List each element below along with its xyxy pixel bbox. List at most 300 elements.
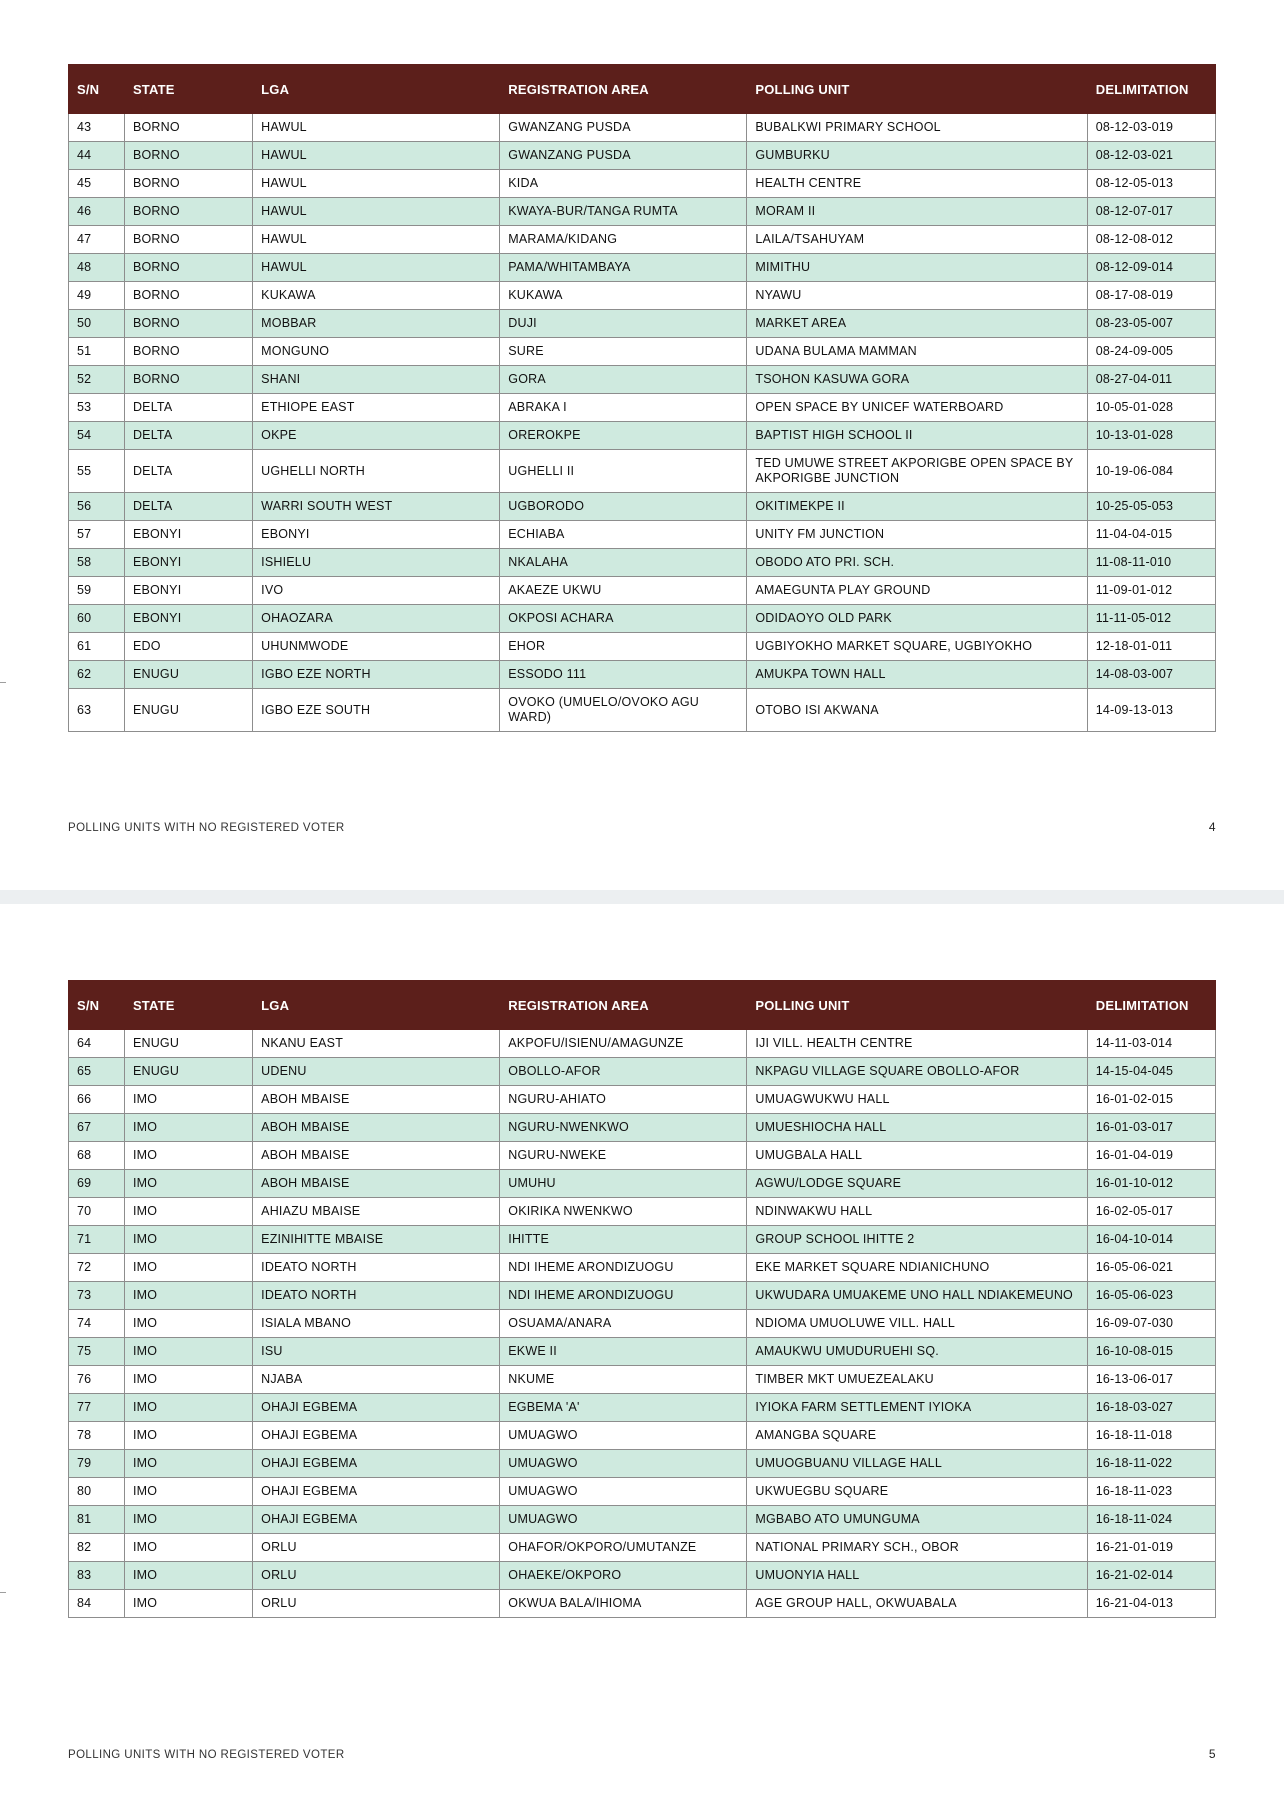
column-header-polling-unit: POLLING UNIT <box>747 65 1087 114</box>
cell-lga: OHAJI EGBEMA <box>253 1422 500 1450</box>
cell-lga: UHUNMWODE <box>253 633 500 661</box>
cell-state: BORNO <box>124 282 252 310</box>
cell-sn: 54 <box>69 422 125 450</box>
table-row <box>69 1282 1216 1310</box>
cell-sn: 79 <box>69 1450 125 1478</box>
cell-delimitation: 11-04-04-015 <box>1087 521 1215 549</box>
cell-registration-area: ECHIABA <box>500 521 747 549</box>
cell-delimitation: 16-09-07-030 <box>1087 1310 1215 1338</box>
cell-state: BORNO <box>124 198 252 226</box>
cell-lga: IDEATO NORTH <box>253 1254 500 1282</box>
cell-registration-area: NGURU-AHIATO <box>500 1086 747 1114</box>
cell-polling-unit: GROUP SCHOOL IHITTE 2 <box>747 1226 1087 1254</box>
table-row <box>69 493 1216 521</box>
cell-sn: 56 <box>69 493 125 521</box>
cell-state: IMO <box>124 1506 252 1534</box>
cell-polling-unit: NDIOMA UMUOLUWE VILL. HALL <box>747 1310 1087 1338</box>
page-edge-mark <box>0 682 6 683</box>
cell-sn: 80 <box>69 1478 125 1506</box>
cell-lga: ISHIELU <box>253 549 500 577</box>
cell-polling-unit: OKITIMEKPE II <box>747 493 1087 521</box>
cell-state: BORNO <box>124 254 252 282</box>
table-row <box>69 310 1216 338</box>
table-body-page-5 <box>69 1030 1216 1618</box>
cell-polling-unit: GUMBURKU <box>747 142 1087 170</box>
cell-lga: HAWUL <box>253 254 500 282</box>
cell-registration-area: UMUHU <box>500 1170 747 1198</box>
cell-polling-unit: IYIOKA FARM SETTLEMENT IYIOKA <box>747 1394 1087 1422</box>
cell-lga: HAWUL <box>253 226 500 254</box>
cell-sn: 77 <box>69 1394 125 1422</box>
cell-lga: OHAJI EGBEMA <box>253 1478 500 1506</box>
cell-delimitation: 16-13-06-017 <box>1087 1366 1215 1394</box>
footer-note: POLLING UNITS WITH NO REGISTERED VOTER <box>68 1749 345 1761</box>
cell-polling-unit: UMUGBALA HALL <box>747 1142 1087 1170</box>
cell-state: IMO <box>124 1226 252 1254</box>
cell-registration-area: KIDA <box>500 170 747 198</box>
table-row <box>69 1562 1216 1590</box>
cell-lga: HAWUL <box>253 142 500 170</box>
cell-state: IMO <box>124 1142 252 1170</box>
cell-registration-area: KUKAWA <box>500 282 747 310</box>
cell-lga: ETHIOPE EAST <box>253 394 500 422</box>
cell-delimitation: 16-21-02-014 <box>1087 1562 1215 1590</box>
column-header-delimitation: DELIMITATION <box>1087 65 1215 114</box>
cell-lga: NKANU EAST <box>253 1030 500 1058</box>
column-header-registration-area: REGISTRATION AREA <box>500 65 747 114</box>
cell-sn: 61 <box>69 633 125 661</box>
cell-registration-area: OKIRIKA NWENKWO <box>500 1198 747 1226</box>
cell-polling-unit: OTOBO ISI AKWANA <box>747 689 1087 732</box>
cell-polling-unit: UNITY FM JUNCTION <box>747 521 1087 549</box>
page-number: 4 <box>1208 820 1216 834</box>
cell-lga: ISU <box>253 1338 500 1366</box>
table-row <box>69 422 1216 450</box>
cell-delimitation: 08-12-05-013 <box>1087 170 1215 198</box>
cell-lga: AHIAZU MBAISE <box>253 1198 500 1226</box>
table-row <box>69 661 1216 689</box>
table-row <box>69 198 1216 226</box>
cell-state: EBONYI <box>124 577 252 605</box>
cell-lga: EBONYI <box>253 521 500 549</box>
cell-polling-unit: BUBALKWI PRIMARY SCHOOL <box>747 114 1087 142</box>
cell-state: EBONYI <box>124 605 252 633</box>
table-row <box>69 1030 1216 1058</box>
cell-sn: 52 <box>69 366 125 394</box>
cell-delimitation: 16-01-04-019 <box>1087 1142 1215 1170</box>
cell-polling-unit: LAILA/TSAHUYAM <box>747 226 1087 254</box>
cell-delimitation: 08-12-08-012 <box>1087 226 1215 254</box>
cell-polling-unit: HEALTH CENTRE <box>747 170 1087 198</box>
cell-delimitation: 16-18-11-024 <box>1087 1506 1215 1534</box>
column-header-lga: LGA <box>253 981 500 1030</box>
cell-state: EBONYI <box>124 521 252 549</box>
table-body-page-4 <box>69 114 1216 732</box>
cell-registration-area: UMUAGWO <box>500 1506 747 1534</box>
cell-sn: 50 <box>69 310 125 338</box>
cell-registration-area: ESSODO 111 <box>500 661 747 689</box>
cell-delimitation: 14-11-03-014 <box>1087 1030 1215 1058</box>
cell-delimitation: 08-12-03-021 <box>1087 142 1215 170</box>
table-row <box>69 1590 1216 1618</box>
cell-delimitation: 11-08-11-010 <box>1087 549 1215 577</box>
cell-lga: OHAOZARA <box>253 605 500 633</box>
cell-sn: 48 <box>69 254 125 282</box>
cell-lga: SHANI <box>253 366 500 394</box>
cell-polling-unit: TSOHON KASUWA GORA <box>747 366 1087 394</box>
cell-sn: 45 <box>69 170 125 198</box>
cell-state: IMO <box>124 1198 252 1226</box>
cell-sn: 81 <box>69 1506 125 1534</box>
polling-unit-table-container-page-4 <box>68 0 1216 732</box>
table-row <box>69 689 1216 732</box>
cell-polling-unit: AMUKPA TOWN HALL <box>747 661 1087 689</box>
cell-delimitation: 16-04-10-014 <box>1087 1226 1215 1254</box>
column-header-state: STATE <box>124 65 252 114</box>
cell-state: BORNO <box>124 226 252 254</box>
cell-state: DELTA <box>124 493 252 521</box>
cell-state: ENUGU <box>124 1058 252 1086</box>
cell-registration-area: SURE <box>500 338 747 366</box>
cell-registration-area: NGURU-NWENKWO <box>500 1114 747 1142</box>
cell-polling-unit: MARKET AREA <box>747 310 1087 338</box>
cell-lga: IGBO EZE NORTH <box>253 661 500 689</box>
cell-registration-area: OHAFOR/OKPORO/UMUTANZE <box>500 1534 747 1562</box>
cell-delimitation: 16-18-11-022 <box>1087 1450 1215 1478</box>
cell-sn: 65 <box>69 1058 125 1086</box>
cell-polling-unit: UGBIYOKHO MARKET SQUARE, UGBIYOKHO <box>747 633 1087 661</box>
cell-registration-area: OSUAMA/ANARA <box>500 1310 747 1338</box>
cell-sn: 75 <box>69 1338 125 1366</box>
cell-lga: IDEATO NORTH <box>253 1282 500 1310</box>
cell-polling-unit: AMANGBA SQUARE <box>747 1422 1087 1450</box>
table-row <box>69 450 1216 493</box>
cell-sn: 84 <box>69 1590 125 1618</box>
cell-polling-unit: AMAUKWU UMUDURUEHI SQ. <box>747 1338 1087 1366</box>
table-row <box>69 226 1216 254</box>
cell-lga: ABOH MBAISE <box>253 1170 500 1198</box>
cell-polling-unit: UMUESHIOCHA HALL <box>747 1114 1087 1142</box>
cell-sn: 55 <box>69 450 125 493</box>
cell-registration-area: UGHELLI II <box>500 450 747 493</box>
cell-state: IMO <box>124 1114 252 1142</box>
cell-polling-unit: OBODO ATO PRI. SCH. <box>747 549 1087 577</box>
cell-delimitation: 08-24-09-005 <box>1087 338 1215 366</box>
cell-delimitation: 16-21-01-019 <box>1087 1534 1215 1562</box>
cell-delimitation: 16-01-10-012 <box>1087 1170 1215 1198</box>
cell-polling-unit: MIMITHU <box>747 254 1087 282</box>
cell-delimitation: 11-09-01-012 <box>1087 577 1215 605</box>
polling-unit-table <box>68 980 1216 1618</box>
cell-lga: EZINIHITTE MBAISE <box>253 1226 500 1254</box>
cell-delimitation: 14-15-04-045 <box>1087 1058 1215 1086</box>
cell-polling-unit: TIMBER MKT UMUEZEALAKU <box>747 1366 1087 1394</box>
cell-state: BORNO <box>124 338 252 366</box>
cell-sn: 44 <box>69 142 125 170</box>
cell-delimitation: 16-05-06-021 <box>1087 1254 1215 1282</box>
cell-delimitation: 11-11-05-012 <box>1087 605 1215 633</box>
cell-state: DELTA <box>124 394 252 422</box>
table-row <box>69 1114 1216 1142</box>
cell-lga: ORLU <box>253 1534 500 1562</box>
cell-polling-unit: ODIDAOYO OLD PARK <box>747 605 1087 633</box>
cell-delimitation: 16-21-04-013 <box>1087 1590 1215 1618</box>
cell-sn: 63 <box>69 689 125 732</box>
cell-registration-area: IHITTE <box>500 1226 747 1254</box>
cell-sn: 71 <box>69 1226 125 1254</box>
cell-delimitation: 10-13-01-028 <box>1087 422 1215 450</box>
cell-sn: 67 <box>69 1114 125 1142</box>
cell-polling-unit: MGBABO ATO UMUNGUMA <box>747 1506 1087 1534</box>
cell-registration-area: OBOLLO-AFOR <box>500 1058 747 1086</box>
table-row <box>69 1310 1216 1338</box>
cell-lga: ABOH MBAISE <box>253 1086 500 1114</box>
cell-registration-area: UGBORODO <box>500 493 747 521</box>
cell-state: IMO <box>124 1450 252 1478</box>
cell-sn: 43 <box>69 114 125 142</box>
table-row <box>69 1198 1216 1226</box>
cell-lga: ABOH MBAISE <box>253 1114 500 1142</box>
cell-lga: ABOH MBAISE <box>253 1142 500 1170</box>
cell-sn: 83 <box>69 1562 125 1590</box>
page-number: 5 <box>1208 1747 1216 1761</box>
cell-state: ENUGU <box>124 661 252 689</box>
cell-state: IMO <box>124 1086 252 1114</box>
cell-polling-unit: UMUOGBUANU VILLAGE HALL <box>747 1450 1087 1478</box>
cell-state: IMO <box>124 1254 252 1282</box>
cell-registration-area: OREROKPE <box>500 422 747 450</box>
cell-polling-unit: MORAM II <box>747 198 1087 226</box>
table-row <box>69 114 1216 142</box>
cell-delimitation: 08-12-09-014 <box>1087 254 1215 282</box>
cell-registration-area: OKWUA BALA/IHIOMA <box>500 1590 747 1618</box>
cell-sn: 46 <box>69 198 125 226</box>
cell-delimitation: 16-18-11-018 <box>1087 1422 1215 1450</box>
cell-lga: OHAJI EGBEMA <box>253 1394 500 1422</box>
cell-sn: 82 <box>69 1534 125 1562</box>
cell-state: IMO <box>124 1310 252 1338</box>
cell-lga: UGHELLI NORTH <box>253 450 500 493</box>
cell-delimitation: 12-18-01-011 <box>1087 633 1215 661</box>
cell-lga: MONGUNO <box>253 338 500 366</box>
table-row <box>69 1058 1216 1086</box>
cell-registration-area: UMUAGWO <box>500 1478 747 1506</box>
cell-polling-unit: OPEN SPACE BY UNICEF WATERBOARD <box>747 394 1087 422</box>
cell-registration-area: GORA <box>500 366 747 394</box>
cell-registration-area: KWAYA-BUR/TANGA RUMTA <box>500 198 747 226</box>
cell-registration-area: UMUAGWO <box>500 1422 747 1450</box>
table-row <box>69 1478 1216 1506</box>
cell-polling-unit: NKPAGU VILLAGE SQUARE OBOLLO-AFOR <box>747 1058 1087 1086</box>
cell-polling-unit: UKWUEGBU SQUARE <box>747 1478 1087 1506</box>
cell-state: EBONYI <box>124 549 252 577</box>
cell-sn: 58 <box>69 549 125 577</box>
cell-state: ENUGU <box>124 1030 252 1058</box>
cell-lga: HAWUL <box>253 198 500 226</box>
cell-lga: NJABA <box>253 1366 500 1394</box>
cell-registration-area: AKAEZE UKWU <box>500 577 747 605</box>
cell-polling-unit: AGE GROUP HALL, OKWUABALA <box>747 1590 1087 1618</box>
table-row <box>69 1450 1216 1478</box>
cell-sn: 74 <box>69 1310 125 1338</box>
cell-lga: OKPE <box>253 422 500 450</box>
cell-lga: OHAJI EGBEMA <box>253 1450 500 1478</box>
cell-lga: ORLU <box>253 1590 500 1618</box>
cell-state: IMO <box>124 1394 252 1422</box>
cell-state: EDO <box>124 633 252 661</box>
cell-sn: 57 <box>69 521 125 549</box>
table-row <box>69 254 1216 282</box>
table-row <box>69 1254 1216 1282</box>
cell-polling-unit: BAPTIST HIGH SCHOOL II <box>747 422 1087 450</box>
cell-state: IMO <box>124 1282 252 1310</box>
cell-lga: IVO <box>253 577 500 605</box>
table-header-row <box>69 65 1216 114</box>
cell-delimitation: 08-17-08-019 <box>1087 282 1215 310</box>
cell-state: ENUGU <box>124 689 252 732</box>
cell-state: BORNO <box>124 114 252 142</box>
cell-state: IMO <box>124 1338 252 1366</box>
cell-lga: ISIALA MBANO <box>253 1310 500 1338</box>
cell-sn: 78 <box>69 1422 125 1450</box>
cell-state: IMO <box>124 1590 252 1618</box>
cell-polling-unit: UMUAGWUKWU HALL <box>747 1086 1087 1114</box>
cell-registration-area: DUJI <box>500 310 747 338</box>
cell-registration-area: OKPOSI ACHARA <box>500 605 747 633</box>
column-header-sn: S/N <box>69 981 125 1030</box>
table-row <box>69 577 1216 605</box>
cell-delimitation: 10-25-05-053 <box>1087 493 1215 521</box>
cell-registration-area: GWANZANG PUSDA <box>500 114 747 142</box>
cell-registration-area: EKWE II <box>500 1338 747 1366</box>
column-header-state: STATE <box>124 981 252 1030</box>
cell-registration-area: NKALAHA <box>500 549 747 577</box>
cell-sn: 62 <box>69 661 125 689</box>
cell-polling-unit: AMAEGUNTA PLAY GROUND <box>747 577 1087 605</box>
cell-lga: HAWUL <box>253 170 500 198</box>
cell-registration-area: EGBEMA 'A' <box>500 1394 747 1422</box>
cell-state: BORNO <box>124 170 252 198</box>
cell-registration-area: UMUAGWO <box>500 1450 747 1478</box>
cell-state: IMO <box>124 1562 252 1590</box>
cell-sn: 72 <box>69 1254 125 1282</box>
cell-registration-area: MARAMA/KIDANG <box>500 226 747 254</box>
table-row <box>69 142 1216 170</box>
cell-registration-area: NKUME <box>500 1366 747 1394</box>
cell-polling-unit: NDINWAKWU HALL <box>747 1198 1087 1226</box>
cell-state: BORNO <box>124 142 252 170</box>
cell-polling-unit: TED UMUWE STREET AKPORIGBE OPEN SPACE BY AKPORIGBE JUNCTION <box>747 450 1087 493</box>
table-row <box>69 338 1216 366</box>
table-row <box>69 521 1216 549</box>
cell-delimitation: 16-01-02-015 <box>1087 1086 1215 1114</box>
cell-sn: 59 <box>69 577 125 605</box>
cell-delimitation: 08-12-07-017 <box>1087 198 1215 226</box>
table-row <box>69 633 1216 661</box>
cell-sn: 76 <box>69 1366 125 1394</box>
table-row <box>69 1226 1216 1254</box>
page-footer <box>68 1747 1216 1761</box>
cell-registration-area: ABRAKA I <box>500 394 747 422</box>
cell-delimitation: 10-05-01-028 <box>1087 394 1215 422</box>
cell-polling-unit: UKWUDARA UMUAKEME UNO HALL NDIAKEMEUNO <box>747 1282 1087 1310</box>
cell-state: BORNO <box>124 366 252 394</box>
cell-sn: 53 <box>69 394 125 422</box>
table-row <box>69 394 1216 422</box>
table-row <box>69 1338 1216 1366</box>
cell-delimitation: 16-18-03-027 <box>1087 1394 1215 1422</box>
cell-registration-area: EHOR <box>500 633 747 661</box>
cell-lga: UDENU <box>253 1058 500 1086</box>
cell-state: IMO <box>124 1534 252 1562</box>
cell-state: DELTA <box>124 450 252 493</box>
cell-delimitation: 16-05-06-023 <box>1087 1282 1215 1310</box>
table-row <box>69 1534 1216 1562</box>
column-header-registration-area: REGISTRATION AREA <box>500 981 747 1030</box>
page-edge-mark <box>0 1592 6 1593</box>
table-header-row <box>69 981 1216 1030</box>
cell-state: BORNO <box>124 310 252 338</box>
table-row <box>69 549 1216 577</box>
cell-registration-area: PAMA/WHITAMBAYA <box>500 254 747 282</box>
table-row <box>69 1086 1216 1114</box>
cell-registration-area: GWANZANG PUSDA <box>500 142 747 170</box>
cell-delimitation: 08-27-04-011 <box>1087 366 1215 394</box>
cell-sn: 51 <box>69 338 125 366</box>
cell-state: IMO <box>124 1170 252 1198</box>
cell-polling-unit: AGWU/LODGE SQUARE <box>747 1170 1087 1198</box>
cell-sn: 73 <box>69 1282 125 1310</box>
polling-unit-table <box>68 64 1216 732</box>
column-header-delimitation: DELIMITATION <box>1087 981 1215 1030</box>
cell-lga: IGBO EZE SOUTH <box>253 689 500 732</box>
cell-delimitation: 08-12-03-019 <box>1087 114 1215 142</box>
table-row <box>69 170 1216 198</box>
table-row <box>69 1142 1216 1170</box>
document-page-4 <box>0 0 1284 890</box>
column-header-polling-unit: POLLING UNIT <box>747 981 1087 1030</box>
table-row <box>69 605 1216 633</box>
cell-lga: KUKAWA <box>253 282 500 310</box>
cell-registration-area: OHAEKE/OKPORO <box>500 1562 747 1590</box>
table-row <box>69 1506 1216 1534</box>
cell-registration-area: NDI IHEME ARONDIZUOGU <box>500 1282 747 1310</box>
cell-state: DELTA <box>124 422 252 450</box>
cell-polling-unit: UDANA BULAMA MAMMAN <box>747 338 1087 366</box>
cell-delimitation: 14-08-03-007 <box>1087 661 1215 689</box>
cell-sn: 69 <box>69 1170 125 1198</box>
cell-delimitation: 08-23-05-007 <box>1087 310 1215 338</box>
cell-delimitation: 10-19-06-084 <box>1087 450 1215 493</box>
cell-polling-unit: NYAWU <box>747 282 1087 310</box>
cell-sn: 49 <box>69 282 125 310</box>
cell-lga: OHAJI EGBEMA <box>253 1506 500 1534</box>
cell-state: IMO <box>124 1478 252 1506</box>
cell-sn: 70 <box>69 1198 125 1226</box>
table-row <box>69 282 1216 310</box>
table-row <box>69 1394 1216 1422</box>
cell-sn: 47 <box>69 226 125 254</box>
cell-registration-area: NGURU-NWEKE <box>500 1142 747 1170</box>
table-row <box>69 1366 1216 1394</box>
cell-polling-unit: IJI VILL. HEALTH CENTRE <box>747 1030 1087 1058</box>
polling-unit-table-container-page-5 <box>68 904 1216 1618</box>
cell-sn: 66 <box>69 1086 125 1114</box>
cell-polling-unit: EKE MARKET SQUARE NDIANICHUNO <box>747 1254 1087 1282</box>
cell-delimitation: 16-10-08-015 <box>1087 1338 1215 1366</box>
cell-sn: 64 <box>69 1030 125 1058</box>
document-page-5 <box>0 904 1284 1809</box>
